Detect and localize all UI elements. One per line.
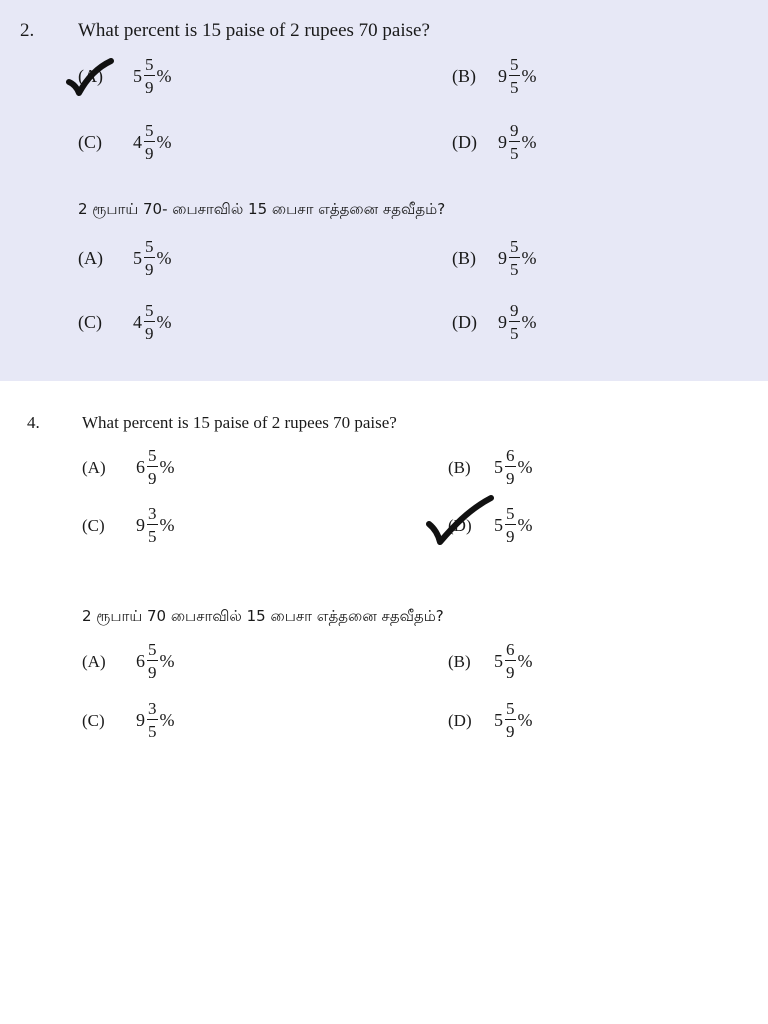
denominator: 5 — [148, 722, 157, 741]
q4-ta-option-d-value[interactable] — [494, 700, 533, 740]
q4-en-option-c-label: (C) — [82, 516, 105, 535]
whole-number: 4 — [133, 311, 142, 332]
denominator: 9 — [145, 324, 154, 343]
q2-checkmark-icon — [66, 58, 116, 98]
q2-question-tamil: 2 ரூபாய் 70- பைசாவில் 15 பைசா எத்தனை சதவீதம்? — [78, 200, 446, 218]
whole-number: 5 — [494, 456, 503, 477]
fraction — [509, 56, 520, 96]
numerator: 5 — [510, 55, 519, 74]
q4-en-option-d-label: (D) — [448, 516, 472, 535]
whole-number: 5 — [494, 650, 503, 671]
q4-ta-option-b-value[interactable] — [494, 641, 533, 681]
q2-ta-option-b-label: (B) — [452, 248, 476, 268]
denominator: 9 — [145, 78, 154, 97]
percent-sign: % — [521, 131, 537, 152]
numerator: 5 — [506, 504, 515, 523]
fraction — [144, 122, 155, 162]
percent-sign: % — [159, 650, 175, 671]
fraction — [509, 302, 520, 342]
fraction — [505, 505, 516, 545]
whole-number: 6 — [136, 650, 145, 671]
q4-ta-option-a-value[interactable] — [136, 641, 175, 681]
numerator: 6 — [506, 640, 515, 659]
numerator: 5 — [145, 121, 154, 140]
fraction — [144, 238, 155, 278]
whole-number: 9 — [136, 514, 145, 535]
whole-number: 9 — [498, 65, 507, 86]
percent-sign: % — [156, 311, 172, 332]
percent-sign: % — [521, 311, 537, 332]
fraction — [147, 641, 158, 681]
numerator: 6 — [506, 446, 515, 465]
whole-number: 5 — [494, 514, 503, 535]
fraction — [144, 56, 155, 96]
q2-number: 2. — [20, 20, 35, 41]
whole-number: 6 — [136, 456, 145, 477]
q4-checkmark-icon — [424, 492, 496, 550]
denominator: 5 — [148, 527, 157, 546]
q2-ta-option-c-value[interactable] — [133, 302, 172, 342]
q2-question-english: What percent is 15 paise of 2 rupees 70 paise? — [78, 20, 430, 41]
numerator: 5 — [145, 301, 154, 320]
fraction — [147, 700, 158, 740]
question-4-panel — [0, 381, 768, 1024]
percent-sign: % — [156, 131, 172, 152]
whole-number: 5 — [133, 247, 142, 268]
numerator: 5 — [148, 446, 157, 465]
q2-ta-option-d-value[interactable] — [498, 302, 537, 342]
q4-en-option-a-value[interactable] — [136, 447, 175, 487]
q2-en-option-c-value[interactable] — [133, 122, 172, 162]
denominator: 9 — [145, 260, 154, 279]
whole-number: 4 — [133, 131, 142, 152]
q4-question-tamil: 2 ரூபாய் 70 பைசாவில் 15 பைசா எத்தனை சதவீதம்? — [82, 607, 444, 625]
percent-sign: % — [521, 65, 537, 86]
fraction — [505, 700, 516, 740]
q2-en-option-a-label: (A) — [78, 66, 103, 86]
q2-ta-option-c-label: (C) — [78, 312, 102, 332]
q2-en-option-b-value[interactable] — [498, 56, 537, 96]
denominator: 9 — [506, 527, 515, 546]
percent-sign: % — [156, 65, 172, 86]
numerator: 5 — [145, 55, 154, 74]
q4-ta-option-d-label: (D) — [448, 711, 472, 730]
denominator: 9 — [148, 469, 157, 488]
numerator: 9 — [510, 121, 519, 140]
percent-sign: % — [517, 709, 533, 730]
q4-ta-option-c-label: (C) — [82, 711, 105, 730]
numerator: 5 — [148, 640, 157, 659]
percent-sign: % — [156, 247, 172, 268]
q4-en-option-b-label: (B) — [448, 458, 471, 477]
q4-question-english: What percent is 15 paise of 2 rupees 70 paise? — [82, 413, 397, 432]
fraction — [505, 641, 516, 681]
percent-sign: % — [521, 247, 537, 268]
percent-sign: % — [159, 514, 175, 535]
numerator: 5 — [145, 237, 154, 256]
q4-en-option-c-value[interactable] — [136, 505, 175, 545]
q4-ta-option-b-label: (B) — [448, 652, 471, 671]
fraction — [144, 302, 155, 342]
q4-ta-option-a-label: (A) — [82, 652, 106, 671]
denominator: 5 — [510, 324, 519, 343]
denominator: 9 — [506, 722, 515, 741]
whole-number: 5 — [133, 65, 142, 86]
whole-number: 9 — [498, 247, 507, 268]
whole-number: 9 — [498, 311, 507, 332]
denominator: 5 — [510, 78, 519, 97]
percent-sign: % — [517, 514, 533, 535]
percent-sign: % — [517, 650, 533, 671]
numerator: 3 — [148, 699, 157, 718]
whole-number: 9 — [498, 131, 507, 152]
whole-number: 9 — [136, 709, 145, 730]
q4-en-option-d-value[interactable] — [494, 505, 533, 545]
q4-en-option-a-label: (A) — [82, 458, 106, 477]
denominator: 9 — [148, 663, 157, 682]
q2-ta-option-a-value[interactable] — [133, 238, 172, 278]
q2-ta-option-a-label: (A) — [78, 248, 103, 268]
denominator: 9 — [145, 144, 154, 163]
q4-en-option-b-value[interactable] — [494, 447, 533, 487]
fraction — [147, 505, 158, 545]
q2-en-option-a-value[interactable] — [133, 56, 172, 96]
q2-en-option-d-value[interactable] — [498, 122, 537, 162]
q4-number: 4. — [27, 413, 40, 432]
q2-en-option-b-label: (B) — [452, 66, 476, 86]
q2-en-option-d-label: (D) — [452, 132, 477, 152]
percent-sign: % — [159, 456, 175, 477]
fraction — [509, 122, 520, 162]
fraction — [505, 447, 516, 487]
percent-sign: % — [159, 709, 175, 730]
numerator: 5 — [510, 237, 519, 256]
q2-ta-option-b-value[interactable] — [498, 238, 537, 278]
q2-en-option-c-label: (C) — [78, 132, 102, 152]
denominator: 5 — [510, 260, 519, 279]
fraction — [509, 238, 520, 278]
denominator: 9 — [506, 663, 515, 682]
fraction — [147, 447, 158, 487]
numerator: 5 — [506, 699, 515, 718]
denominator: 5 — [510, 144, 519, 163]
q4-ta-option-c-value[interactable] — [136, 700, 175, 740]
numerator: 3 — [148, 504, 157, 523]
q2-ta-option-d-label: (D) — [452, 312, 477, 332]
percent-sign: % — [517, 456, 533, 477]
numerator: 9 — [510, 301, 519, 320]
whole-number: 5 — [494, 709, 503, 730]
denominator: 9 — [506, 469, 515, 488]
